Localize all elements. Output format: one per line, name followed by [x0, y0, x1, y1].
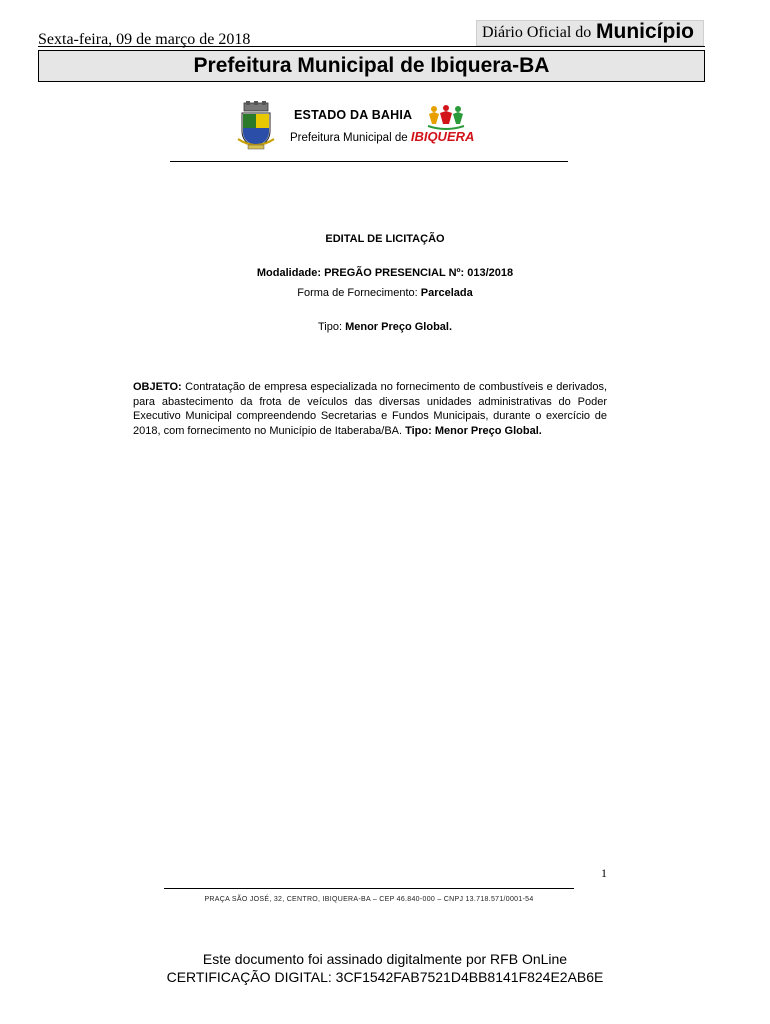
diario-oficial-municipio: Município	[596, 20, 694, 43]
people-figures-icon	[426, 104, 466, 130]
prefeitura-logo-text	[290, 129, 474, 144]
forma-label: Forma de Fornecimento:	[297, 287, 421, 299]
publication-date: Sexta-feira, 09 de março de 2018	[38, 31, 251, 48]
objeto-text: Contratação de empresa especializada no fornecimento de combustíveis e derivados, para abastecimento da frota de veículos das diversas unidades administrativas do Poder Executivo Municipal compreendendo Secretarias e Fundos Municipais, durante o exercício de 2018, com fornecimento no Município de Itaberaba/BA.	[133, 381, 607, 437]
footer-divider	[164, 888, 574, 889]
forma-value: Parcelada	[420, 287, 473, 299]
page-number: 1	[601, 866, 607, 880]
tipo-value: Menor Preço Global.	[345, 321, 453, 333]
coat-of-arms-icon	[236, 101, 276, 151]
tipo-line	[0, 321, 770, 333]
logo-divider	[170, 161, 568, 162]
estado-da-bahia-label: ESTADO DA BAHIA	[294, 108, 413, 122]
signature-line-2: CERTIFICAÇÃO DIGITAL: 3CF1542FAB7521D4BB8141F824E2AB6E	[166, 969, 604, 985]
objeto-paragraph	[133, 380, 607, 438]
edital-title: EDITAL DE LICITAÇÃO	[325, 233, 445, 245]
modalidade-line: Modalidade: PREGÃO PRESENCIAL Nº: 013/2018	[256, 267, 514, 279]
diario-oficial-prefix: Diário Oficial do	[482, 24, 592, 41]
footer-address: PRAÇA SÃO JOSÉ, 32, CENTRO, IBIQUERA-BA – CEP 46.840-000 – CNPJ 13.718.571/0001-54	[204, 896, 534, 903]
tipo-label: Tipo:	[317, 321, 346, 333]
page-title: Prefeitura Municipal de Ibiquera-BA	[38, 50, 705, 82]
header-divider	[38, 46, 705, 47]
objeto-label: OBJETO:	[133, 381, 182, 393]
prefeitura-prefix: Prefeitura Municipal de	[290, 132, 408, 144]
city-name-logo: IBIQUERA	[410, 129, 475, 144]
signature-line-1: Este documento foi assinado digitalmente por RFB OnLine	[202, 951, 568, 967]
forma-fornecimento-line	[0, 287, 770, 299]
objeto-tipo: Tipo: Menor Preço Global.	[405, 424, 542, 437]
